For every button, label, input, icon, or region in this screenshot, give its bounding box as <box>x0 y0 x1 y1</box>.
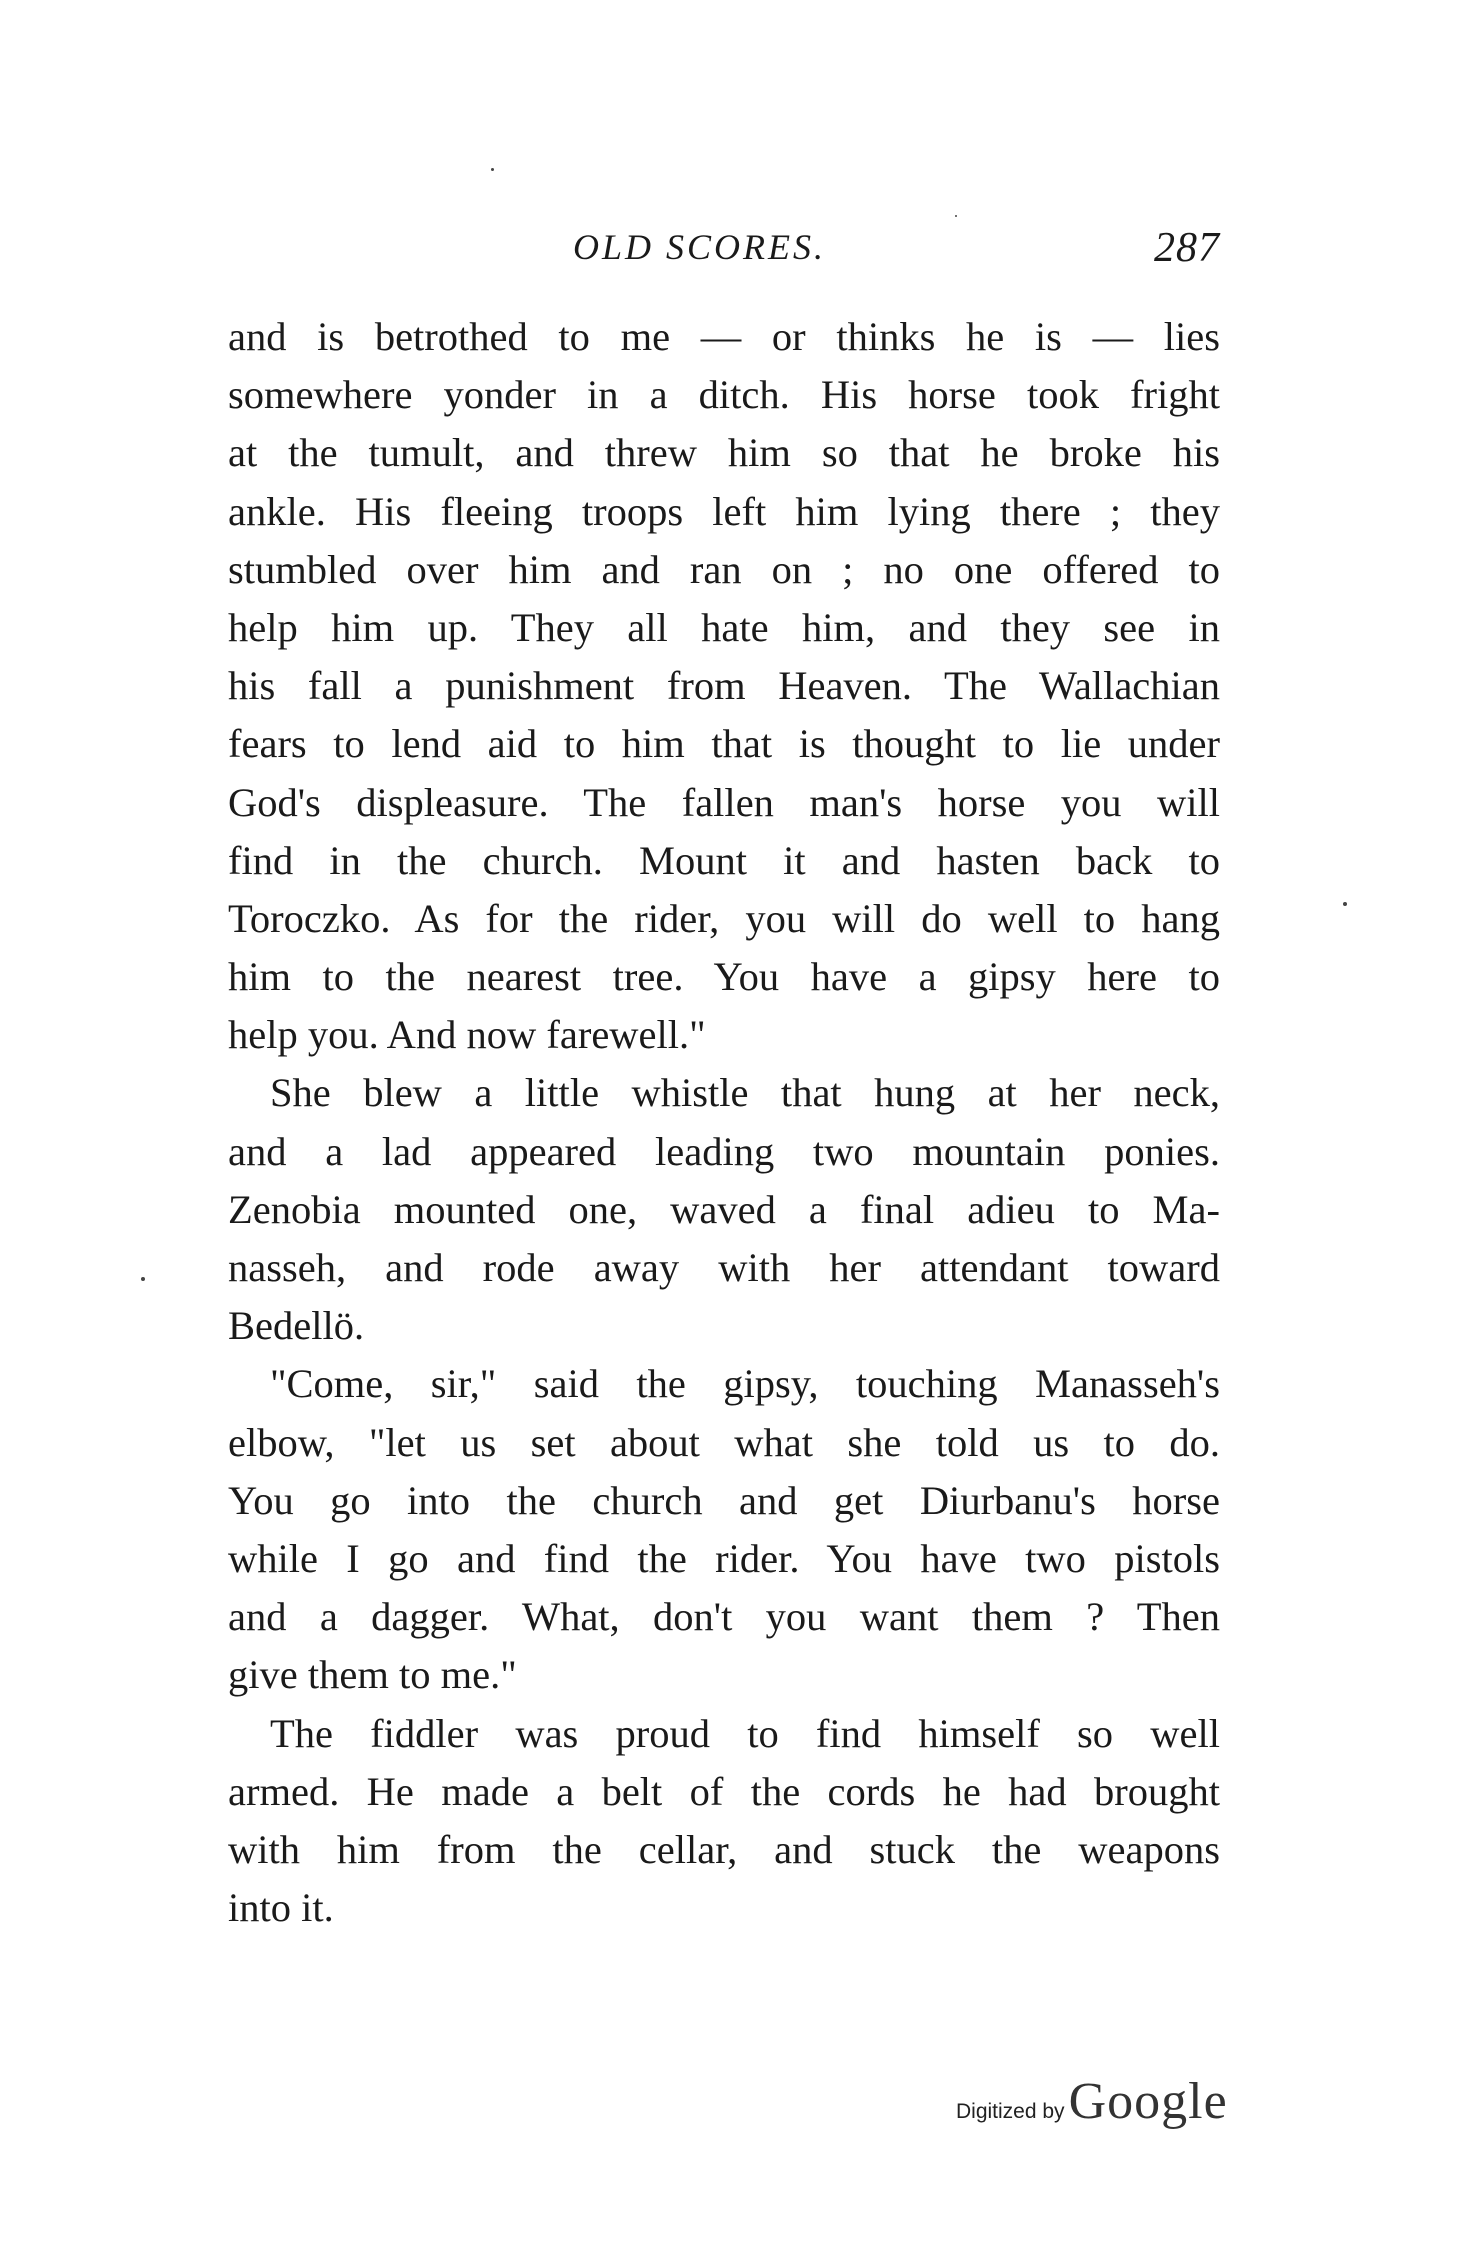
text-line: and a lad appeared leading two mountain ponies. <box>228 1128 1220 1174</box>
text-line: Zenobia mounted one, waved a final adieu to Ma- <box>228 1186 1220 1232</box>
text-line: give them to me." <box>228 1652 517 1698</box>
text-line: help him up. They all hate him, and they see in <box>228 604 1220 650</box>
text-line: armed. He made a belt of the cords he had brought <box>228 1768 1220 1814</box>
text-line: and a dagger. What, don't you want them ? Then <box>228 1594 1220 1640</box>
text-line: stumbled over him and ran on ; no one offered to <box>228 546 1220 592</box>
paragraph <box>228 308 1220 1064</box>
text-line: You go into the church and get Diurbanu's horse <box>228 1477 1220 1523</box>
text-line: nasseh, and rode away with her attendant toward <box>228 1245 1220 1290</box>
text-line: and is betrothed to me — or thinks he is — lies <box>228 314 1220 359</box>
text-line: The fiddler was proud to find himself so well <box>270 1710 1220 1756</box>
scan-speck <box>1343 902 1347 906</box>
text-line: somewhere yonder in a ditch. His horse took fright <box>228 372 1220 418</box>
text-line: help you. And now farewell." <box>228 1012 706 1058</box>
text-line: find in the church. Mount it and hasten back to <box>228 837 1220 883</box>
text-line: Bedellö. <box>228 1303 365 1349</box>
paragraph <box>228 1355 1220 1704</box>
body-text <box>228 308 1220 1937</box>
text-line: into it. <box>228 1885 334 1931</box>
text-line: elbow, "let us set about what she told us to do. <box>228 1419 1220 1465</box>
page-number: 287 <box>1154 225 1220 271</box>
running-title: OLD SCORES. <box>573 227 827 267</box>
text-line: She blew a little whistle that hung at her neck, <box>270 1070 1220 1116</box>
text-line: his fall a punishment from Heaven. The Wallachian <box>228 663 1220 709</box>
text-line: God's displeasure. The fallen man's horse you will <box>228 779 1220 825</box>
text-line: ankle. His fleeing troops left him lying there ; they <box>228 488 1220 534</box>
text-line: "Come, sir," said the gipsy, touching Manasseh's <box>270 1361 1220 1407</box>
text-line: while I go and find the rider. You have two pistols <box>228 1535 1220 1581</box>
text-line: him to the nearest tree. You have a gipsy here to <box>228 954 1220 1000</box>
text-line: Toroczko. As for the rider, you will do well to hang <box>228 895 1220 941</box>
scan-speck <box>141 1277 145 1281</box>
paragraph <box>228 1705 1220 1938</box>
running-head <box>228 226 1220 282</box>
text-line: with him from the cellar, and stuck the weapons <box>228 1826 1220 1872</box>
paragraph <box>228 1064 1220 1355</box>
scan-speck <box>491 168 494 171</box>
google-logo: Google <box>1068 2073 1228 2130</box>
digitized-prefix: Digitized by <box>956 2100 1065 2123</box>
text-line: at the tumult, and threw him so that he broke his <box>228 430 1220 476</box>
digitized-watermark <box>956 2072 1228 2142</box>
text-line: fears to lend aid to him that is thought to lie under <box>228 721 1220 767</box>
scan-speck <box>955 215 957 217</box>
